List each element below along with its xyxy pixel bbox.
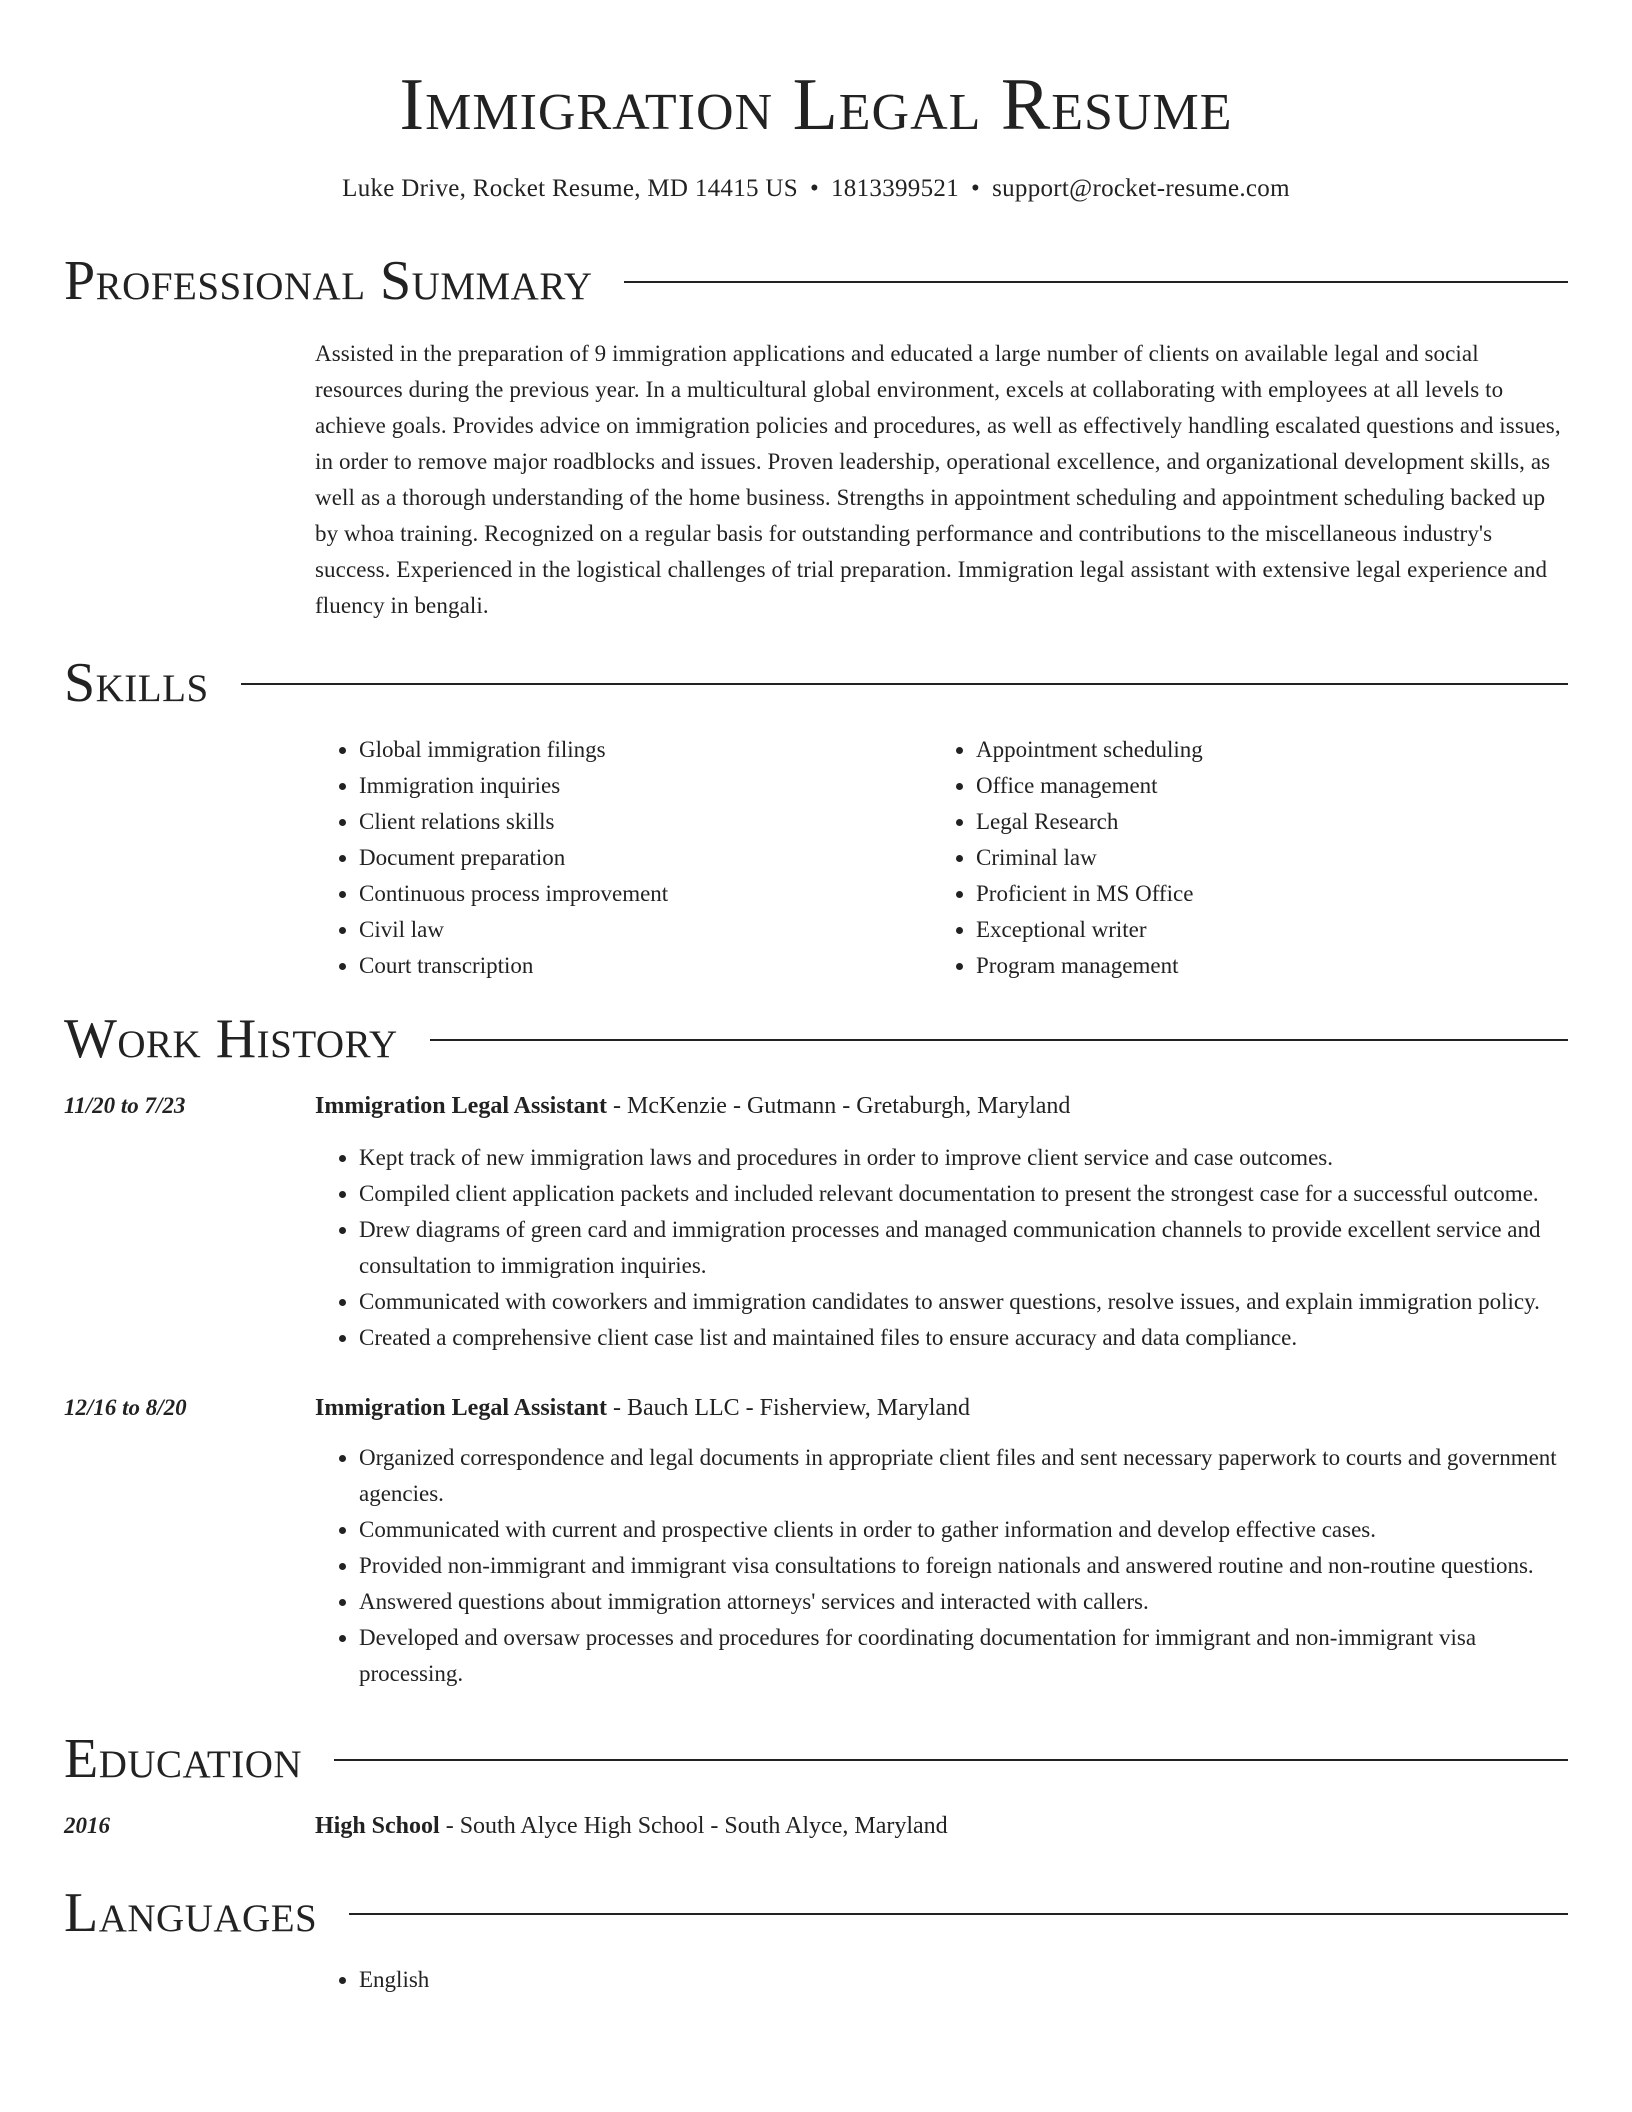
contact-line [64,172,1568,206]
section-title-work: Work History [64,1008,398,1070]
contact-separator: • [809,175,819,202]
section-header-languages [64,1878,1568,1948]
job-employer: - Bauch LLC - Fisherview, Maryland [607,1395,971,1421]
contact-phone: 1813399521 [831,175,959,202]
job-bullet: • Drew diagrams of green card and immigration processes and managed communication channels to provide excellent service and consultation to immigration inquiries. [359,1212,1568,1284]
skill-item: • Document preparation [359,840,932,876]
skills-list [315,732,1568,984]
section-divider [349,1913,1568,1915]
section-title-summary: Professional Summary [64,250,593,312]
section-divider [624,281,1568,283]
skill-item: • Court transcription [359,948,932,984]
skill-item: • Immigration inquiries [359,768,932,804]
contact-separator: • [971,175,981,202]
job-title-line [315,1088,1568,1124]
contact-address: Luke Drive, Rocket Resume, MD 14415 US [342,175,798,202]
section-header-summary [64,246,1568,316]
job-title-line [315,1390,1568,1426]
job-bullet: • Communicated with coworkers and immigration candidates to answer questions, resolve issues, and explain immigration policy. [359,1284,1568,1320]
job-bullets [315,1140,1568,1356]
job-entry [64,1088,1568,1356]
education-entry [64,1808,1568,1844]
job-bullet: • Developed and oversaw processes and procedures for coordinating documentation for immigrant and non-immigrant visa processing. [359,1620,1568,1692]
summary-paragraph: Assisted in the preparation of 9 immigration applications and educated a large number of clients on available legal and social resources during the previous year. In a multicultural global environment, excels at collaborating with employees at all levels to achieve goals. Provides advice on immigration policies and procedures, as well as effectively handling escalated questions and issues, in order to remove major roadblocks and issues. Proven leadership, operational excellence, and organizational development skills, as well as a thorough understanding of the home business. Strengths in appointment scheduling and appointment scheduling backed up by whoa training. Recognized on a regular basis for outstanding performance and contributions to the miscellaneous industry's success. Experienced in the logistical challenges of trial preparation. Immigration legal assistant with extensive legal experience and fluency in bengali. [315,341,1561,618]
resume-title: Immigration Legal Resume [399,64,1233,146]
section-header-skills [64,648,1568,718]
skill-item: • Civil law [359,912,932,948]
skill-item: • Office management [976,768,1549,804]
education-degree: High School [315,1813,440,1839]
job-bullet: • Kept track of new immigration laws and procedures in order to improve client service and case outcomes. [359,1140,1568,1176]
skill-item: • Program management [976,948,1549,984]
skill-item: • Proficient in MS Office [976,876,1549,912]
skill-item: • Criminal law [976,840,1549,876]
job-bullet: • Answered questions about immigration attorneys' services and interacted with callers. [359,1584,1568,1620]
job-bullet: • Created a comprehensive client case list and maintained files to ensure accuracy and data compliance. [359,1320,1568,1356]
education-line [315,1808,1568,1844]
job-employer: - McKenzie - Gutmann - Gretaburgh, Maryland [607,1093,1071,1119]
job-entry [64,1390,1568,1692]
job-bullets [315,1440,1568,1692]
skill-item: • Appointment scheduling [976,732,1549,768]
resume-page [64,0,1568,1998]
education-year: 2016 [64,1813,110,1838]
section-title-skills: Skills [64,652,209,714]
skills-column-left [315,732,932,984]
language-item: • English [359,1962,1568,1998]
skill-item: • Exceptional writer [976,912,1549,948]
job-bullet: • Organized correspondence and legal documents in appropriate client files and sent necessary paperwork to courts and government agencies. [359,1440,1568,1512]
languages-list [315,1962,1568,1998]
job-dates: 11/20 to 7/23 [64,1093,186,1118]
section-divider [334,1759,1568,1761]
skill-item: • Global immigration filings [359,732,932,768]
job-bullet: • Communicated with current and prospective clients in order to gather information and develop effective cases. [359,1512,1568,1548]
job-dates: 12/16 to 8/20 [64,1395,187,1420]
section-title-education: Education [64,1728,303,1790]
job-title: Immigration Legal Assistant [315,1093,608,1119]
job-bullet: • Provided non-immigrant and immigrant visa consultations to foreign nationals and answered routine and non-routine questions. [359,1548,1568,1584]
section-title-languages: Languages [64,1882,318,1944]
contact-email[interactable]: support@rocket-resume.com [992,175,1290,202]
skill-item: • Continuous process improvement [359,876,932,912]
section-header-work [64,1004,1568,1074]
section-divider [241,683,1568,685]
skills-column-right [932,732,1549,984]
section-divider [430,1039,1568,1041]
job-bullet: • Compiled client application packets and included relevant documentation to present the strongest case for a successful outcome. [359,1176,1568,1212]
section-header-education [64,1724,1568,1794]
skill-item: • Legal Research [976,804,1549,840]
summary-body [315,336,1568,624]
job-title: Immigration Legal Assistant [315,1395,608,1421]
skill-item: • Client relations skills [359,804,932,840]
education-school: - South Alyce High School - South Alyce, Maryland [439,1813,948,1839]
